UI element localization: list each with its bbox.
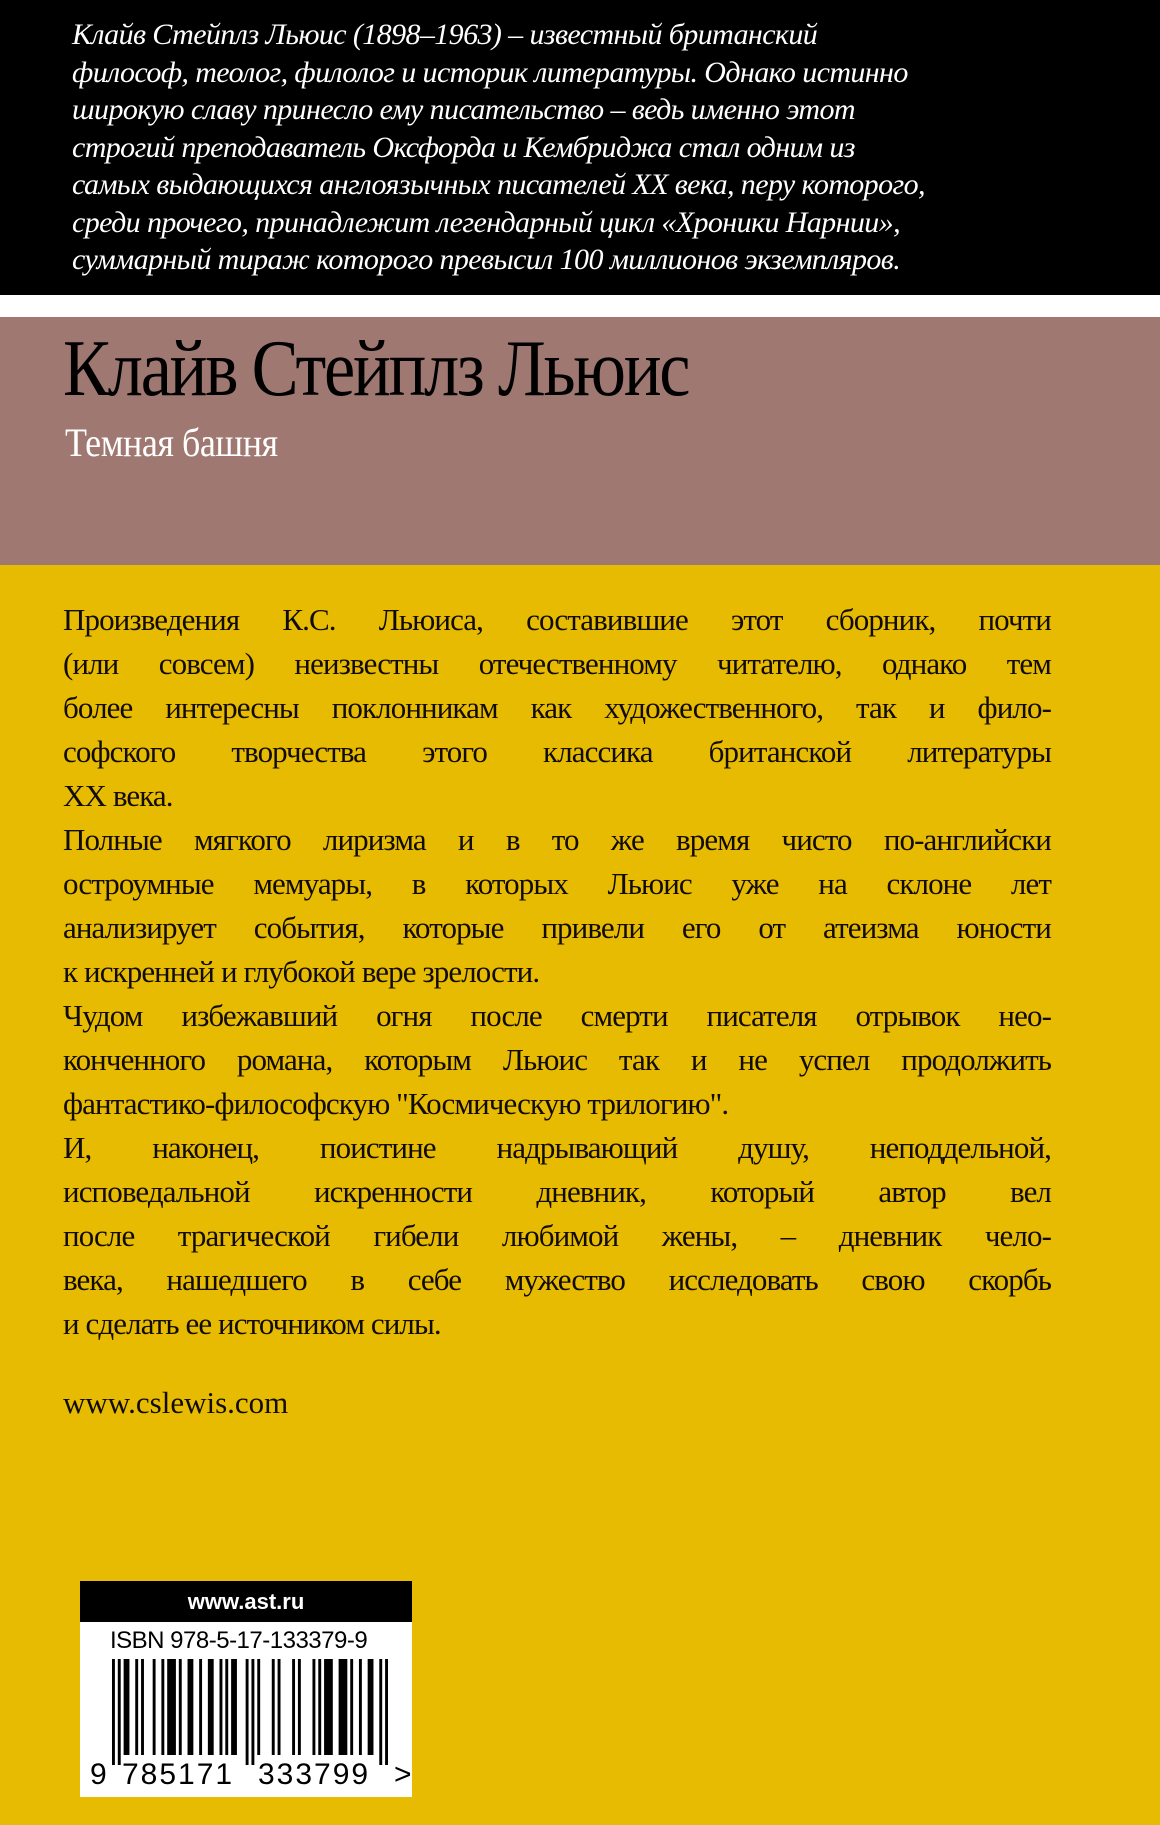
description-paragraph [63,818,1051,994]
description-paragraph [63,994,1051,1126]
description-line: века, нашедшего в себе мужество исследовать свою скорбь [63,1262,1051,1297]
quiet-zone-marker: > [394,1758,414,1791]
barcode-bars-icon [112,1659,388,1765]
book-description [63,598,1051,1346]
description-line: Полные мягкого лиризма и в то же время чисто по-английски [63,822,1051,857]
barcode-digits-left: 785171 [122,1758,235,1791]
author-bio-line: Клайв Стейплз Льюис (1898–1963) – известный британский [72,18,818,51]
description-paragraph [63,1126,1051,1346]
description-line: остроумные мемуары, в которых Льюис уже на склоне лет [63,866,1051,901]
description-line: (или совсем) неизвестны отечественному читателю, однако тем [63,646,1051,681]
author-name: Клайв Стейплз Льюис [63,325,689,413]
description-line: софского творчества этого классика британской литературы [63,734,1051,769]
description-line: к искренней и глубокой вере зрелости. [63,954,540,989]
author-bio [72,16,1092,279]
barcode-digits-right: 333799 [258,1758,371,1791]
author-bio-line: среди прочего, принадлежит легендарный цикл «Хроники Нарнии», [72,205,900,239]
author-bio-line: широкую славу принесло ему писательство – ведь именно этот [72,93,855,126]
description-line: конченного романа, которым Льюис так и не успел продолжить [63,1042,1051,1077]
description-line: Чудом избежавший огня после смерти писателя отрывок нео- [63,998,1051,1033]
description-line: фантастико-философскую "Космическую трилогию". [63,1086,729,1121]
author-bio-line: философ, теолог, филолог и историк литературы. Однако истинно [72,55,908,89]
author-bio-band [0,0,1160,295]
separator-stripe [0,295,1160,317]
description-line: исповедальной искренности дневник, который автор вел [63,1174,1051,1209]
barcode-digit-first: 9 [90,1758,109,1791]
description-line: анализирует события, которые привели его от атеизма юности [63,910,1051,945]
isbn-label: ISBN 978-5-17-133379-9 [110,1627,368,1654]
description-line: XX века. [63,778,173,813]
description-line: и сделать ее источником силы. [63,1306,441,1341]
description-line: более интересны поклонникам как художественного, так и фило- [63,690,1051,725]
description-paragraph [63,598,1051,818]
description-line: И, наконец, поистине надрывающий душу, неподдельной, [63,1130,1051,1165]
barcode-digits [86,1757,414,1793]
author-bio-line: строгий преподаватель Оксфорда и Кембриджа стал одним из [72,130,855,164]
author-bio-line: самых выдающихся англоязычных писателей XX века, перу которого, [72,168,925,201]
book-title: Темная башня [65,420,278,465]
author-bio-line: суммарный тираж которого превысил 100 миллионов экземпляров. [72,243,901,276]
description-line: Произведения К.С. Льюиса, составившие этот сборник, почти [63,602,1051,637]
publisher-website[interactable]: www.ast.ru [80,1581,412,1622]
isbn-barcode-block [80,1581,412,1797]
author-website-link[interactable]: www.cslewis.com [63,1385,289,1420]
description-line: после трагической гибели любимой жены, – дневник чело- [63,1218,1051,1253]
